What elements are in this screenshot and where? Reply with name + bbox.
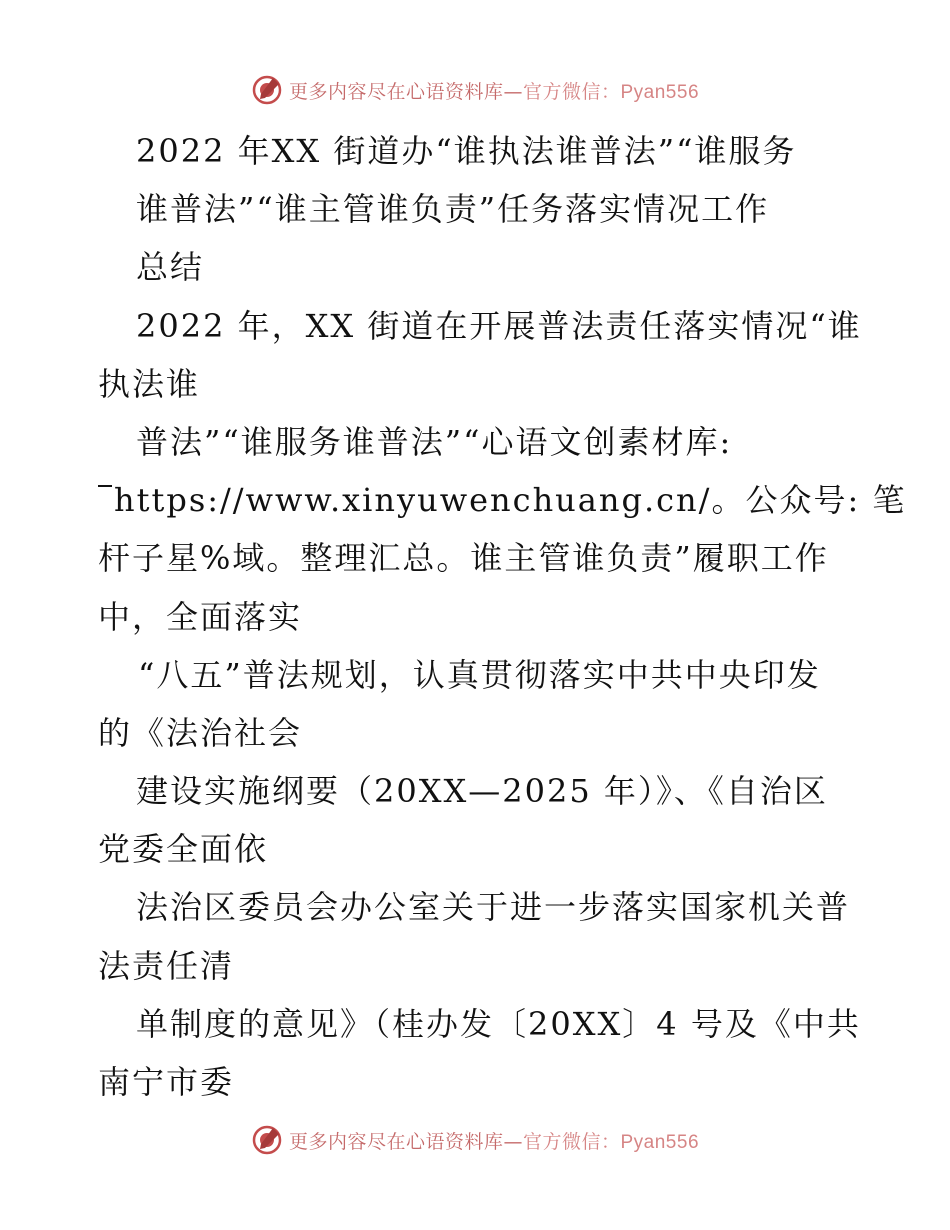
body-line-2: 执法谁 [98,364,201,403]
body-line-10: 党委全面依 [98,830,269,869]
body-line-4 [98,471,907,529]
logo-icon [251,1124,283,1156]
body-line-6: 中，全面落实 [98,597,303,636]
title-line-2: 谁普法”“谁主管谁负责”任务落实情况工作 [136,190,770,229]
line-marker [98,485,112,487]
logo-icon [251,74,283,106]
body-line-11: 法治区委员会办公室关于进一步落实国家机关普 [136,888,851,927]
watermark-contact: 官方微信：Pyan556 [523,81,700,103]
body-line-14: 南宁市委 [98,1063,235,1101]
body-line-4-text: https://www.xinyuwenchuang.cn/。公众号: 笔 [114,481,907,520]
body-line-5: 杆子星%域。整理汇总。谁主管谁负责”履职工作 [98,539,829,578]
title-line-3: 总结 [136,248,205,287]
body-line-8: 的《法治社会 [98,713,303,752]
header-watermark [0,70,950,110]
body-line-9: 建设实施纲要（20XX—2025 年）》、《自治区 [136,772,828,811]
body-line-13: 单制度的意见》（桂办发〔20XX〕4 号及《中共 [136,1004,861,1043]
body-line-3: 普法”“谁服务谁普法”“心语文创素材库: [136,422,733,461]
body-line-12: 法责任清 [98,946,235,985]
watermark-text: 更多内容尽在心语资料库— [288,80,523,103]
body-line-7: “八五”普法规划，认真贯彻落实中共中央印发 [138,655,821,694]
body-line-1: 2022 年，XX 街道在开展普法责任落实情况“谁 [136,306,862,345]
footer-watermark [0,1120,950,1160]
document-body [98,122,907,1111]
watermark-contact: 官方微信：Pyan556 [523,1131,700,1153]
title-line-1: 2022 年XX 街道办“谁执法谁普法”“谁服务 [136,132,797,170]
watermark-text: 更多内容尽在心语资料库— [288,1130,523,1153]
